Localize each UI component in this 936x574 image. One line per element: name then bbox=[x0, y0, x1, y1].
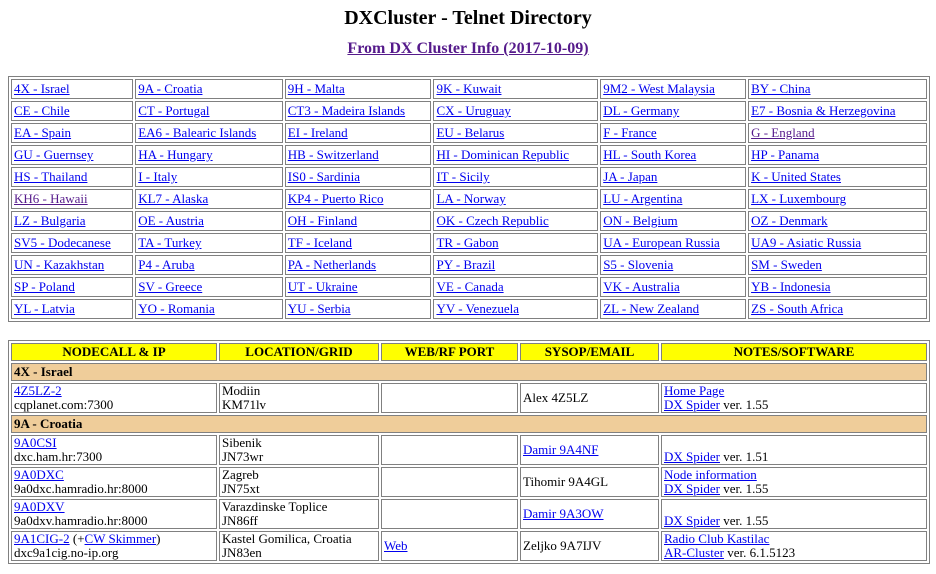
nodecall-link[interactable]: 9A0DXV bbox=[14, 499, 65, 514]
country-cell bbox=[11, 233, 133, 253]
country-link[interactable]: LZ - Bulgaria bbox=[14, 213, 86, 228]
country-link[interactable]: TR - Gabon bbox=[436, 235, 499, 250]
country-row bbox=[11, 277, 927, 297]
grid-locator: JN73wr bbox=[222, 449, 264, 464]
country-link[interactable]: PY - Brazil bbox=[436, 257, 496, 272]
country-cell bbox=[748, 233, 927, 253]
page-title: DXCluster - Telnet Directory bbox=[344, 7, 592, 29]
country-cell bbox=[748, 211, 927, 231]
software-version: ver. 6.1.5123 bbox=[727, 545, 796, 560]
nodecall-extra-prefix: (+ bbox=[69, 531, 85, 546]
sysop-email-link[interactable]: Damir 9A3OW bbox=[523, 506, 604, 521]
location-cell bbox=[219, 435, 379, 465]
country-cell bbox=[433, 233, 598, 253]
country-link[interactable]: VE - Canada bbox=[436, 279, 504, 294]
country-cell bbox=[135, 299, 283, 319]
country-cell bbox=[285, 79, 432, 99]
country-row bbox=[11, 101, 927, 121]
country-cell bbox=[600, 167, 746, 187]
country-link[interactable]: EI - Ireland bbox=[287, 125, 348, 140]
country-cell bbox=[748, 145, 927, 165]
sysop-name: Zeljko 9A7IJV bbox=[523, 538, 602, 553]
country-cell bbox=[600, 233, 746, 253]
country-link[interactable]: BY - China bbox=[751, 81, 811, 96]
location-name: Varazdinske Toplice bbox=[222, 499, 328, 514]
grid-locator: JN83en bbox=[222, 545, 262, 560]
location-name: Sibenik bbox=[222, 435, 262, 450]
country-link[interactable]: F - France bbox=[603, 125, 657, 140]
country-link[interactable]: JA - Japan bbox=[603, 169, 658, 184]
country-link[interactable]: UA9 - Asiatic Russia bbox=[751, 235, 862, 250]
country-row bbox=[11, 233, 927, 253]
country-row bbox=[11, 211, 927, 231]
country-link[interactable]: 9M2 - West Malaysia bbox=[603, 81, 715, 96]
country-link[interactable]: DL - Germany bbox=[603, 103, 680, 118]
country-link[interactable]: K - United States bbox=[751, 169, 841, 184]
country-link[interactable]: OH - Finland bbox=[287, 213, 358, 228]
country-cell bbox=[285, 189, 432, 209]
country-cell bbox=[135, 101, 283, 121]
telnet-host: dxc9a1cig.no-ip.org bbox=[14, 545, 119, 560]
country-cell bbox=[11, 189, 133, 209]
country-cell bbox=[285, 145, 432, 165]
country-cell bbox=[285, 123, 432, 143]
software-version: ver. 1.55 bbox=[723, 481, 769, 496]
country-cell bbox=[135, 123, 283, 143]
country-link[interactable]: 9A - Croatia bbox=[138, 81, 203, 96]
country-link[interactable]: OZ - Denmark bbox=[751, 213, 828, 228]
country-link[interactable]: HS - Thailand bbox=[14, 169, 88, 184]
country-cell bbox=[11, 277, 133, 297]
country-link[interactable]: YU - Serbia bbox=[287, 301, 351, 316]
software-version: ver. 1.55 bbox=[723, 397, 769, 412]
country-cell bbox=[285, 277, 432, 297]
country-link[interactable]: YL - Latvia bbox=[14, 301, 75, 316]
country-cell bbox=[748, 79, 927, 99]
country-cell bbox=[748, 101, 927, 121]
country-link[interactable]: IT - Sicily bbox=[436, 169, 490, 184]
country-link[interactable]: HA - Hungary bbox=[138, 147, 213, 162]
location-cell bbox=[219, 499, 379, 529]
country-cell bbox=[748, 167, 927, 187]
country-link[interactable]: 9K - Kuwait bbox=[436, 81, 502, 96]
country-cell bbox=[285, 255, 432, 275]
country-cell bbox=[600, 277, 746, 297]
web-port-cell bbox=[381, 531, 518, 561]
grid-locator: KM71lv bbox=[222, 397, 267, 412]
country-link[interactable]: LA - Norway bbox=[436, 191, 506, 206]
nodecall-link[interactable]: 9A0CSI bbox=[14, 435, 57, 450]
country-row bbox=[11, 189, 927, 209]
country-row bbox=[11, 167, 927, 187]
country-cell bbox=[135, 189, 283, 209]
country-link[interactable]: KP4 - Puerto Rico bbox=[287, 191, 384, 206]
country-cell bbox=[748, 255, 927, 275]
cw-skimmer-link[interactable]: CW Skimmer bbox=[84, 531, 157, 546]
web-port-cell bbox=[381, 435, 518, 465]
software-link[interactable]: DX Spider bbox=[664, 449, 720, 464]
table-header-row bbox=[11, 343, 927, 361]
country-cell bbox=[11, 211, 133, 231]
group-row bbox=[11, 415, 927, 433]
country-link[interactable]: CE - Chile bbox=[14, 103, 70, 118]
country-cell bbox=[135, 145, 283, 165]
sysop-cell bbox=[520, 531, 659, 561]
country-cell bbox=[11, 299, 133, 319]
country-cell bbox=[600, 123, 746, 143]
country-row bbox=[11, 255, 927, 275]
country-link[interactable]: HL - South Korea bbox=[603, 147, 697, 162]
country-link[interactable]: YO - Romania bbox=[138, 301, 215, 316]
country-cell bbox=[600, 211, 746, 231]
country-row bbox=[11, 123, 927, 143]
country-link[interactable]: SM - Sweden bbox=[751, 257, 822, 272]
country-link[interactable]: UT - Ukraine bbox=[287, 279, 358, 294]
country-cell bbox=[285, 233, 432, 253]
country-link[interactable]: HI - Dominican Republic bbox=[436, 147, 569, 162]
country-link[interactable]: 9H - Malta bbox=[287, 81, 345, 96]
country-link[interactable]: LX - Luxembourg bbox=[751, 191, 847, 206]
table-row bbox=[11, 467, 927, 497]
country-row bbox=[11, 79, 927, 99]
group-header: 9A - Croatia bbox=[11, 415, 927, 433]
country-index-table bbox=[8, 76, 930, 322]
country-link[interactable]: EA - Spain bbox=[14, 125, 72, 140]
nodecall-cell bbox=[11, 435, 217, 465]
group-row bbox=[11, 363, 927, 381]
notes-cell bbox=[661, 435, 927, 465]
country-cell bbox=[135, 211, 283, 231]
nodecall-extra-suffix: ) bbox=[156, 531, 161, 546]
country-link[interactable]: TA - Turkey bbox=[138, 235, 202, 250]
country-link[interactable]: PA - Netherlands bbox=[287, 257, 377, 272]
nodecall-link[interactable]: 4Z5LZ-2 bbox=[14, 383, 62, 398]
sysop-cell bbox=[520, 383, 659, 413]
telnet-host: 9a0dxv.hamradio.hr:8000 bbox=[14, 513, 148, 528]
country-cell bbox=[433, 299, 598, 319]
country-cell bbox=[600, 189, 746, 209]
notes-cell bbox=[661, 467, 927, 497]
country-cell bbox=[433, 79, 598, 99]
country-link[interactable]: UA - European Russia bbox=[603, 235, 720, 250]
country-cell bbox=[433, 255, 598, 275]
table-row bbox=[11, 531, 927, 561]
country-cell bbox=[135, 255, 283, 275]
telnet-host: cqplanet.com:7300 bbox=[14, 397, 114, 412]
country-cell bbox=[135, 233, 283, 253]
country-link[interactable]: EA6 - Balearic Islands bbox=[138, 125, 257, 140]
country-link[interactable]: G - England bbox=[751, 125, 815, 140]
country-cell bbox=[11, 79, 133, 99]
country-link[interactable]: HP - Panama bbox=[751, 147, 820, 162]
country-cell bbox=[433, 189, 598, 209]
country-link[interactable]: LU - Argentina bbox=[603, 191, 683, 206]
group-header: 4X - Israel bbox=[11, 363, 927, 381]
country-link[interactable]: CT - Portugal bbox=[138, 103, 210, 118]
software-link[interactable]: AR-Cluster bbox=[664, 545, 724, 560]
sysop-name: Tihomir 9A4GL bbox=[523, 474, 609, 489]
country-cell bbox=[748, 123, 927, 143]
col-header-web-port: WEB/RF PORT bbox=[381, 343, 518, 361]
country-link[interactable]: TF - Iceland bbox=[287, 235, 353, 250]
country-link[interactable]: CX - Uruguay bbox=[436, 103, 511, 118]
software-version: ver. 1.55 bbox=[723, 513, 769, 528]
country-cell bbox=[433, 145, 598, 165]
table-row bbox=[11, 435, 927, 465]
table-row bbox=[11, 383, 927, 413]
web-link[interactable]: Web bbox=[384, 538, 408, 553]
country-cell bbox=[11, 167, 133, 187]
country-link[interactable]: 4X - Israel bbox=[14, 81, 70, 96]
location-name: Kastel Gomilica, Croatia bbox=[222, 531, 352, 546]
country-link[interactable]: HB - Switzerland bbox=[287, 147, 379, 162]
country-cell bbox=[748, 299, 927, 319]
country-cell bbox=[285, 299, 432, 319]
location-cell bbox=[219, 467, 379, 497]
country-cell bbox=[433, 167, 598, 187]
country-link[interactable]: ZS - South Africa bbox=[751, 301, 844, 316]
software-link[interactable]: DX Spider bbox=[664, 397, 720, 412]
page-subtitle bbox=[0, 40, 936, 58]
sysop-cell bbox=[520, 435, 659, 465]
country-cell bbox=[600, 299, 746, 319]
country-cell bbox=[433, 101, 598, 121]
country-link[interactable]: SV5 - Dodecanese bbox=[14, 235, 111, 250]
country-cell bbox=[600, 101, 746, 121]
country-link[interactable]: UN - Kazakhstan bbox=[14, 257, 105, 272]
country-cell bbox=[433, 211, 598, 231]
country-cell bbox=[11, 145, 133, 165]
location-name: Modiin bbox=[222, 383, 261, 398]
country-cell bbox=[11, 255, 133, 275]
nodecall-cell bbox=[11, 531, 217, 561]
col-header-location: LOCATION/GRID bbox=[219, 343, 379, 361]
location-cell bbox=[219, 383, 379, 413]
country-cell bbox=[11, 123, 133, 143]
notes-cell bbox=[661, 499, 927, 529]
country-cell bbox=[433, 123, 598, 143]
nodecall-cell bbox=[11, 467, 217, 497]
software-link[interactable]: DX Spider bbox=[664, 513, 720, 528]
telnet-host: dxc.ham.hr:7300 bbox=[14, 449, 103, 464]
country-cell bbox=[600, 255, 746, 275]
country-link[interactable]: EU - Belarus bbox=[436, 125, 505, 140]
country-link[interactable]: OE - Austria bbox=[138, 213, 204, 228]
nodecall-cell bbox=[11, 499, 217, 529]
notes-link[interactable]: Home Page bbox=[664, 383, 725, 398]
country-link[interactable]: ON - Belgium bbox=[603, 213, 678, 228]
country-cell bbox=[285, 167, 432, 187]
col-header-notes: NOTES/SOFTWARE bbox=[661, 343, 927, 361]
country-cell bbox=[748, 189, 927, 209]
sysop-cell bbox=[520, 467, 659, 497]
country-link[interactable]: P4 - Aruba bbox=[138, 257, 195, 272]
software-link[interactable]: DX Spider bbox=[664, 481, 720, 496]
country-cell bbox=[433, 277, 598, 297]
country-link[interactable]: VK - Australia bbox=[603, 279, 680, 294]
nodecall-link[interactable]: 9A0DXC bbox=[14, 467, 64, 482]
country-link[interactable]: KL7 - Alaska bbox=[138, 191, 209, 206]
web-port-cell bbox=[381, 467, 518, 497]
node-directory-table bbox=[8, 340, 930, 564]
telnet-host: 9a0dxc.hamradio.hr:8000 bbox=[14, 481, 148, 496]
notes-link[interactable]: Node information bbox=[664, 467, 757, 482]
grid-locator: JN75xt bbox=[222, 481, 260, 496]
country-link[interactable]: IS0 - Sardinia bbox=[287, 169, 360, 184]
sysop-cell bbox=[520, 499, 659, 529]
software-version: ver. 1.51 bbox=[723, 449, 769, 464]
country-link[interactable]: OK - Czech Republic bbox=[436, 213, 549, 228]
country-link[interactable]: SP - Poland bbox=[14, 279, 75, 294]
notes-link[interactable]: Radio Club Kastilac bbox=[664, 531, 770, 546]
location-name: Zagreb bbox=[222, 467, 259, 482]
country-link[interactable]: ZL - New Zealand bbox=[603, 301, 700, 316]
country-cell bbox=[135, 79, 283, 99]
nodecall-link[interactable]: 9A1CIG-2 bbox=[14, 531, 70, 546]
sysop-email-link[interactable]: Damir 9A4NF bbox=[523, 442, 599, 457]
country-link[interactable]: E7 - Bosnia & Herzegovina bbox=[751, 103, 896, 118]
col-header-sysop: SYSOP/EMAIL bbox=[520, 343, 659, 361]
col-header-nodecall: NODECALL & IP bbox=[11, 343, 217, 361]
country-link[interactable]: S5 - Slovenia bbox=[603, 257, 674, 272]
grid-locator: JN86ff bbox=[222, 513, 258, 528]
table-row bbox=[11, 499, 927, 529]
country-cell bbox=[600, 145, 746, 165]
country-cell bbox=[748, 277, 927, 297]
country-link[interactable]: YB - Indonesia bbox=[751, 279, 831, 294]
country-link[interactable]: CT3 - Madeira Islands bbox=[287, 103, 406, 118]
notes-cell bbox=[661, 383, 927, 413]
country-cell bbox=[600, 79, 746, 99]
notes-cell bbox=[661, 531, 927, 561]
web-port-cell bbox=[381, 499, 518, 529]
country-link[interactable]: YV - Venezuela bbox=[436, 301, 520, 316]
country-link[interactable]: SV - Greece bbox=[138, 279, 203, 294]
location-cell bbox=[219, 531, 379, 561]
country-link[interactable]: I - Italy bbox=[138, 169, 178, 184]
country-cell bbox=[135, 167, 283, 187]
web-port-cell bbox=[381, 383, 518, 413]
nodecall-cell bbox=[11, 383, 217, 413]
country-cell bbox=[285, 211, 432, 231]
country-link[interactable]: GU - Guernsey bbox=[14, 147, 94, 162]
country-cell bbox=[11, 101, 133, 121]
country-row bbox=[11, 299, 927, 319]
country-cell bbox=[285, 101, 432, 121]
country-link[interactable]: KH6 - Hawaii bbox=[14, 191, 88, 206]
sysop-name: Alex 4Z5LZ bbox=[523, 390, 589, 405]
dx-cluster-info-link[interactable]: From DX Cluster Info (2017-10-09) bbox=[347, 40, 589, 57]
country-row bbox=[11, 145, 927, 165]
country-cell bbox=[135, 277, 283, 297]
